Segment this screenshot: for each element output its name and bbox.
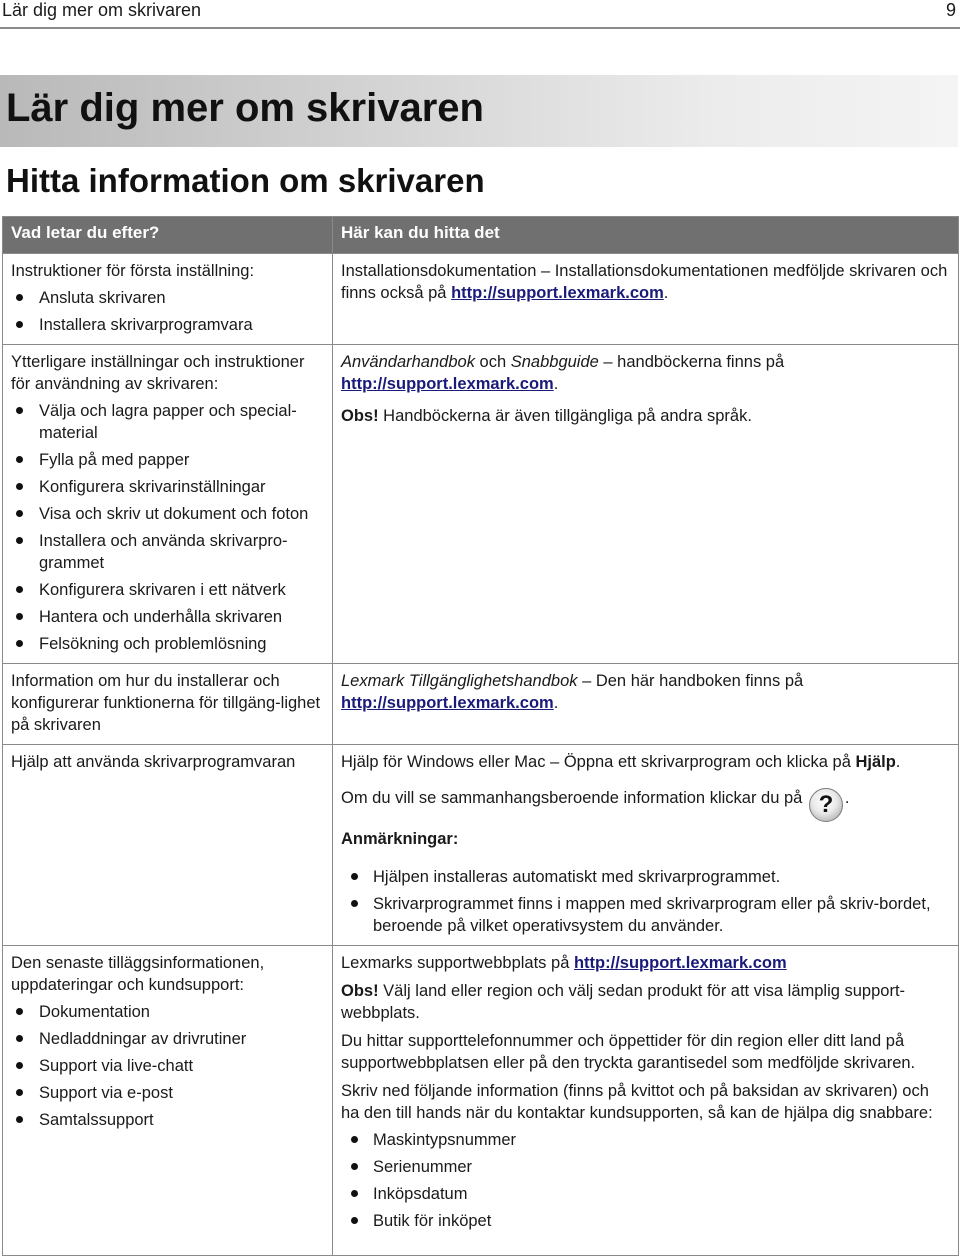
table-row xyxy=(3,745,959,946)
row1-list xyxy=(11,287,324,336)
running-header xyxy=(0,0,960,22)
row1-intro: Instruktioner för första inställning: xyxy=(11,262,255,280)
row2-left-cell xyxy=(3,345,333,664)
list-item: Samtalssupport xyxy=(11,1109,324,1131)
table-row xyxy=(3,664,959,745)
question-mark-icon: ? xyxy=(809,788,843,822)
row5-intro: Den senaste tilläggsinformationen, uppdateringar och kundsupport: xyxy=(11,954,265,994)
column-header-what: Vad letar du efter? xyxy=(3,217,333,254)
row3-left-cell xyxy=(3,664,333,745)
list-item: Välja och lagra papper och special-material xyxy=(11,400,324,444)
table-row xyxy=(3,946,959,1256)
row5-info-list xyxy=(341,1129,950,1232)
row1-description: Installationsdokumentation – Installationsdokumentationen medföljde skrivaren och finns också på xyxy=(341,262,948,302)
list-item: Butik för inköpet xyxy=(341,1210,950,1232)
page-number: 9 xyxy=(945,0,956,20)
row5-right-cell xyxy=(333,946,959,1256)
support-link[interactable]: http://support.lexmark.com xyxy=(451,284,664,302)
row5-left-cell xyxy=(3,946,333,1256)
list-item: Support via e-post xyxy=(11,1082,324,1104)
row2-period: . xyxy=(553,375,559,393)
row2-right-cell xyxy=(333,345,959,664)
row2-conjunction: och xyxy=(474,353,511,371)
quick-guide-title: Snabbguide xyxy=(510,353,599,371)
row1-left-cell xyxy=(3,254,333,345)
list-item: Nedladdningar av drivrutiner xyxy=(11,1028,324,1050)
row3-right-cell xyxy=(333,664,959,745)
table-header-row xyxy=(3,217,959,254)
list-item: Felsökning och problemlösning xyxy=(11,633,324,655)
row5-obs xyxy=(341,980,950,1024)
row4-left-cell xyxy=(3,745,333,946)
list-item: Installera och använda skrivarpro-grammet xyxy=(11,530,324,574)
notes-label: Anmärkningar: xyxy=(341,830,459,848)
row1-text xyxy=(341,260,950,304)
running-title: Lär dig mer om skrivaren xyxy=(2,0,202,20)
list-item: Hjälpen installeras automatiskt med skrivarprogrammet. xyxy=(341,866,950,888)
help-period: . xyxy=(895,753,901,771)
table-row xyxy=(3,345,959,664)
list-item: Support via live-chatt xyxy=(11,1055,324,1077)
row4-text-left: Hjälp att använda skrivarprogramvaran xyxy=(11,753,296,771)
list-item: Dokumentation xyxy=(11,1001,324,1023)
list-item: Inköpsdatum xyxy=(341,1183,950,1205)
support-link[interactable]: http://support.lexmark.com xyxy=(573,954,787,972)
row4-help-text xyxy=(341,751,950,773)
help-description: Hjälp för Windows eller Mac – Öppna ett skrivarprogram och klicka på xyxy=(341,753,856,771)
help-menu-label: Hjälp xyxy=(855,753,896,771)
row2-intro: Ytterligare inställningar och instruktioner för användning av skrivaren: xyxy=(11,353,305,393)
chapter-title: Lär dig mer om skrivaren xyxy=(6,86,484,130)
table-row xyxy=(3,254,959,345)
support-link[interactable]: http://support.lexmark.com xyxy=(341,375,554,393)
row2-note xyxy=(341,405,950,427)
list-item: Skrivarprogrammet finns i mappen med skrivarprogram eller på skriv-bordet, beroende på vilket operativsystem du använder. xyxy=(341,893,950,937)
row5-info-text: Skriv ned följande information (finns på kvittot och på baksidan av skrivaren) och ha den till hands när du kontaktar kundsupporten, så kan de hjälpa dig snabbare: xyxy=(341,1082,933,1122)
row5-site-text xyxy=(341,952,950,974)
row3-text-left: Information om hur du installerar och konfigurerar funktionerna för tillgäng-lighet på skrivaren xyxy=(11,672,321,734)
row5-list xyxy=(11,1001,324,1131)
list-item: Maskintypsnummer xyxy=(341,1129,950,1151)
section-title: Hitta information om skrivaren xyxy=(6,162,485,199)
row1-period: . xyxy=(663,284,669,302)
user-guide-title: Användarhandbok xyxy=(341,353,475,371)
list-item: Hantera och underhålla skrivaren xyxy=(11,606,324,628)
context-period: . xyxy=(844,789,850,807)
obs-label: Obs! xyxy=(341,982,379,1000)
list-item: Konfigurera skrivaren i ett nätverk xyxy=(11,579,324,601)
list-item: Visa och skriv ut dokument och foton xyxy=(11,503,324,525)
row5-phone-text: Du hittar supporttelefonnummer och öppettider för din region eller ditt land på supportwebbplatsen eller på den tryckta garantisedel som medföljde skrivaren. xyxy=(341,1032,916,1072)
column-header-where: Här kan du hitta det xyxy=(333,217,959,254)
row4-context-text xyxy=(341,787,950,822)
header-rule xyxy=(0,27,960,29)
row2-text xyxy=(341,351,950,395)
row2-description: – handböckerna finns på xyxy=(598,353,785,371)
list-item: Installera skrivarprogramvara xyxy=(11,314,324,336)
support-site-description: Lexmarks supportwebbplats på xyxy=(341,954,574,972)
context-help-description: Om du vill se sammanhangsberoende information klickar du på xyxy=(341,789,807,807)
list-item: Ansluta skrivaren xyxy=(11,287,324,309)
row4-notes-list xyxy=(341,866,950,937)
support-link[interactable]: http://support.lexmark.com xyxy=(341,694,554,712)
row4-right-cell xyxy=(333,745,959,946)
row3-text xyxy=(341,670,950,714)
note-text: Handböckerna är även tillgängliga på andra språk. xyxy=(378,407,752,425)
accessibility-guide-title: Lexmark Tillgänglighetshandbok xyxy=(341,672,578,690)
row2-list xyxy=(11,400,324,655)
list-item: Fylla på med papper xyxy=(11,449,324,471)
row1-right-cell xyxy=(333,254,959,345)
row3-period: . xyxy=(553,694,559,712)
list-item: Serienummer xyxy=(341,1156,950,1178)
obs-text: Välj land eller region och välj sedan produkt för att visa lämplig support-webbplats. xyxy=(341,982,906,1022)
row3-description: – Den här handboken finns på xyxy=(577,672,804,690)
note-label: Obs! xyxy=(341,407,379,425)
info-table xyxy=(2,216,959,1256)
list-item: Konfigurera skrivarinställningar xyxy=(11,476,324,498)
